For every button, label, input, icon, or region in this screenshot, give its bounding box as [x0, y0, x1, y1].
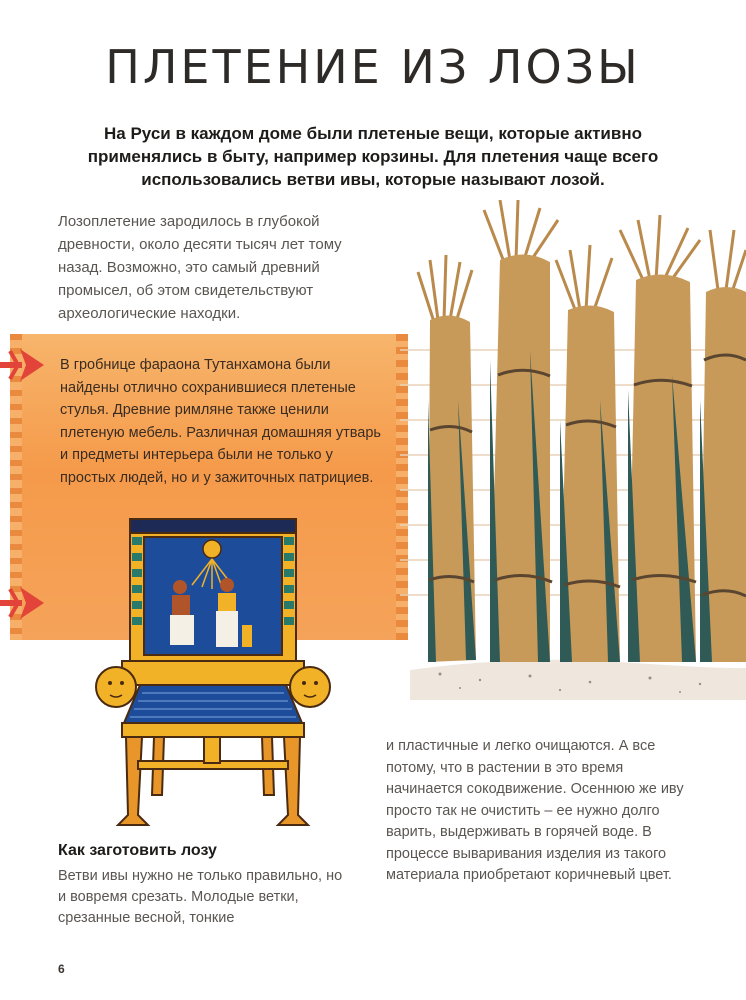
papyrus-paragraph: В гробнице фараона Тутанхамона были найдены отлично сохранившиеся плетеные стулья. Древние римляне также ценили плетеную мебель. Различная домашняя утварь и предметы интерьера были не только у простых людей, но и у зажиточных патрициев.	[60, 357, 381, 486]
text-column-right: и пластичные и легко очищаются. А все потому, что в растении в это время начинается сокодвижение. Осеннюю же иву просто так не очистить – ее нужно долго варить, выдерживать в горячей воде. В процессе вываривания изделия из такого материала приобретают коричневый цвет.	[386, 738, 684, 883]
egyptian-chair-illustration	[92, 515, 332, 830]
reed-bundle-illustration	[400, 200, 746, 700]
arrow-right-icon	[0, 345, 48, 385]
intro-paragraph: Лозоплетение зародилось в глубокой древности, около десяти тысяч лет тому назад. Возможно, это самый древний промысел, об этом свидетельствуют археологические находки.	[58, 213, 342, 322]
lead-paragraph: На Руси в каждом доме были плетеные вещи, которые активно применялись в быту, например корзины. Для плетения чаще всего использовались ветви ивы, которые называют лозой.	[87, 124, 659, 189]
section-heading: Как заготовить лозу	[58, 842, 217, 859]
page-number: 6	[58, 962, 65, 976]
text-column-left: Ветви ивы нужно не только правильно, но и вовремя срезать. Молодые ветки, срезанные весной, тонкие	[58, 868, 343, 926]
page-title: ПЛЕТЕНИЕ ИЗ ЛОЗЫ	[105, 40, 641, 94]
arrow-right-icon	[0, 583, 48, 623]
